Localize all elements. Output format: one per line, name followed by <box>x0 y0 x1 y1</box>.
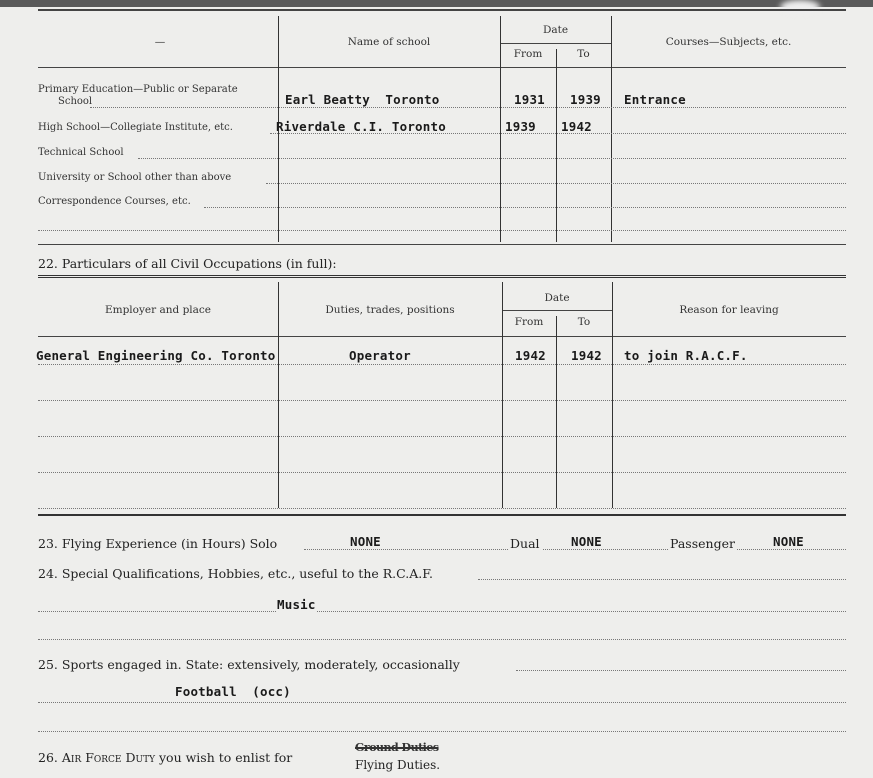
section-22-title: 22. Particulars of all Civil Occupations (in full): <box>38 256 337 271</box>
section-26-label <box>38 750 292 765</box>
answer-line <box>516 670 846 671</box>
row-line <box>90 107 846 108</box>
scan-glare <box>780 0 820 14</box>
row-line <box>204 207 846 208</box>
answer-line <box>38 731 846 732</box>
employer-value: General Engineering Co. Toronto <box>36 348 276 363</box>
section-22-bottom-rule <box>38 514 846 516</box>
solo-hours-value: NONE <box>350 534 381 549</box>
header-date: Date <box>544 292 570 304</box>
table-top-rule <box>38 9 846 11</box>
row-label-technical: Technical School <box>38 147 124 158</box>
header-to: To <box>577 316 591 328</box>
table-bottom-rule <box>38 244 846 245</box>
struck-ground-duties: Ground Duties <box>355 741 439 754</box>
header-school-name: Name of school <box>347 36 431 48</box>
primary-from-value: 1931 <box>514 92 545 107</box>
row-line <box>38 400 846 401</box>
header-date: Date <box>542 24 569 36</box>
answer-line <box>304 549 846 550</box>
header-to: To <box>577 48 590 60</box>
section-24-label: 24. Special Qualifications, Hobbies, etc., useful to the R.C.A.F. <box>38 566 433 581</box>
row-line <box>38 364 846 365</box>
primary-school-value: Earl Beatty Toronto <box>285 92 440 107</box>
job-to-value: 1942 <box>571 348 602 363</box>
primary-to-value: 1939 <box>570 92 601 107</box>
section-22-header-rule <box>38 336 846 337</box>
section-22-top-rule <box>38 275 846 280</box>
col-divider <box>556 316 557 508</box>
answer-line <box>38 702 846 703</box>
row-label-correspondence: Correspondence Courses, etc. <box>38 196 191 207</box>
qualifications-value: Music <box>277 597 316 612</box>
section-26-sc-label: Air Force Duty <box>61 750 156 765</box>
high-school-value: Riverdale C.I. Toronto <box>276 119 446 134</box>
header-from: From <box>513 48 543 60</box>
scan-top-edge <box>0 0 873 7</box>
header-from: From <box>514 316 544 328</box>
primary-courses-value: Entrance <box>624 92 686 107</box>
header-category: — <box>154 36 166 48</box>
high-school-from-value: 1939 <box>505 119 536 134</box>
row-line <box>266 183 846 184</box>
sports-value: Football (occ) <box>175 684 291 699</box>
date-sub-rule <box>500 43 611 44</box>
section-26-rest-label: you wish to enlist for <box>159 750 293 765</box>
row-line <box>138 158 846 159</box>
header-duties: Duties, trades, positions <box>325 304 455 316</box>
col-divider <box>611 16 612 242</box>
row-label-primary-2: School <box>58 96 93 107</box>
date-sub-rule <box>502 310 612 311</box>
row-label-primary: Primary Education—Public or Separate <box>38 84 238 95</box>
header-employer: Employer and place <box>104 304 212 316</box>
row-line <box>38 508 846 509</box>
duties-value: Operator <box>349 348 411 363</box>
passenger-hours-value: NONE <box>773 534 804 549</box>
header-courses: Courses—Subjects, etc. <box>665 36 792 48</box>
row-label-university: University or School other than above <box>38 172 232 183</box>
high-school-to-value: 1942 <box>561 119 592 134</box>
row-label-high-school: High School—Collegiate Institute, etc. <box>38 122 233 133</box>
section-23-label: 23. Flying Experience (in Hours) Solo <box>38 536 278 551</box>
header-bottom-rule <box>38 67 846 68</box>
section-25-label: 25. Sports engaged in. State: extensively, moderately, occasionally <box>38 657 460 672</box>
selected-flying-duties: Flying Duties. <box>355 758 441 772</box>
answer-line <box>38 611 846 612</box>
dual-label: Dual <box>510 536 540 551</box>
section-26-number: 26. <box>38 750 58 765</box>
col-divider <box>556 49 557 242</box>
reason-value: to join R.A.C.F. <box>624 348 748 363</box>
passenger-label: Passenger <box>670 536 735 551</box>
job-from-value: 1942 <box>515 348 546 363</box>
header-reason: Reason for leaving <box>679 304 779 316</box>
row-line <box>38 472 846 473</box>
answer-line <box>38 639 846 640</box>
row-line <box>38 436 846 437</box>
dual-hours-value: NONE <box>571 534 602 549</box>
answer-line <box>478 579 846 580</box>
row-line <box>38 230 846 231</box>
